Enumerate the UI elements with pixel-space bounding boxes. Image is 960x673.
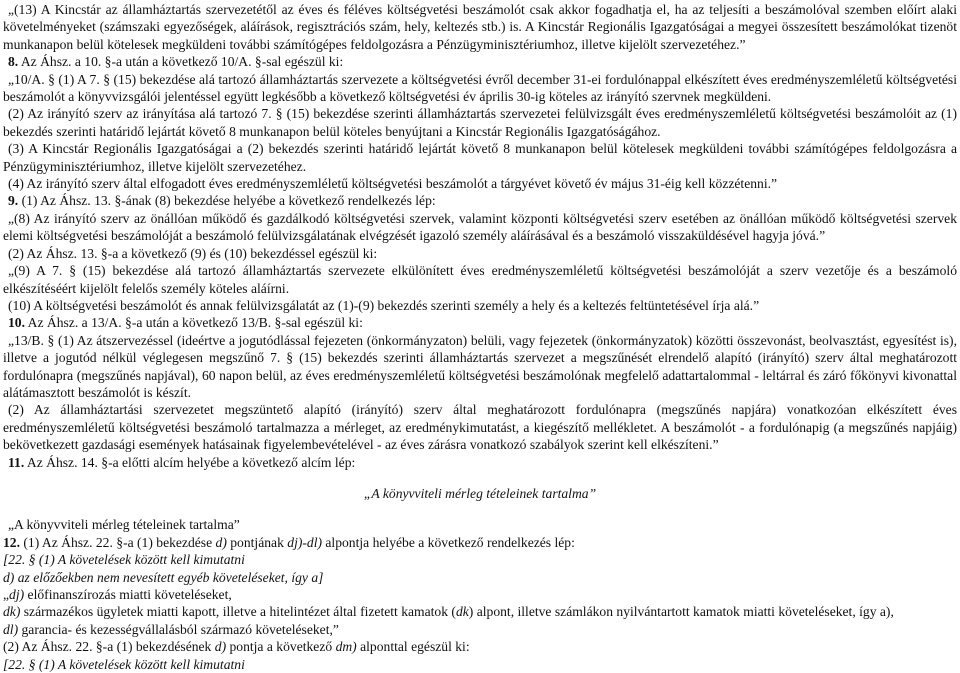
spacer <box>3 471 957 485</box>
section-12-2: dl) garancia- és kezességvállalásból származó követeléseket,” <box>3 621 339 637</box>
section-8-heading: 8. Az Áhsz. a 10. §-a után a következő 10/A. §-sal egészül ki: <box>8 54 344 70</box>
paragraph-10a-1: „10/A. § (1) A 7. § (15) bekezdése alá tartozó államháztartás szervezete a költségvetési évről december 31-ei fordulónappal elkészített éves eredményszemléletű költségvetési beszámolót a könyvvizsgálói jelentéssel együtt legkésőbb a következő költségvetési év április 30-ig köteles az irányító szervnek megküldeni. <box>3 71 957 105</box>
section-12-heading: „A könyvviteli mérleg tételeinek tartalma” <box>8 517 240 533</box>
quote-22-1-d-b: [22. § (1) A követelések között kell kimutatni <box>3 656 245 672</box>
paragraph-13b-1: „13/B. § (1) Az átszervezéssel (ideértve a jogutódlással fejezeten (önkormányzaton) belüli, vagy fejezetek (önkormányzatok) közötti összevonást, beolvasztást, egyesítést is), illetve a jogutód nélkül véglegesen megszűnő 7. § (15) bekezdés szerinti államháztartás szervezet a megszűnését elrendelő alapító (irányító) szerv által meghatározott fordulónapra (megszűnés napjával), 60 napon belül, az éves eredményszemléletű költségvetési beszámolónak megfelelő adattartalommal - leltárral és záró főkönyvi kivonattal alátámasztott beszámolót is készít. <box>3 332 957 400</box>
paragraph-13b-2: (2) Az államháztartási szervezetet megszüntető alapító (irányító) szerv által meghatározott fordulónapra (megszűnés napjára) vonatkozóan elkészített éves eredményszemléletű költségvetési beszámoló tartalmazza a mérleget, az eredménykimutatást, a kiegészítő mellékletet. A beszámolót - a fordulónapig (a megszűnés napjáig) bekövetkezett gazdasági események hatásainak figyelembevételével - az éves zárásra vonatkozó szabályok szerint kell elkészíteni.” <box>3 402 957 453</box>
section-9-heading: 9. (1) Az Áhsz. 13. §-ának (8) bekezdése helyébe a következő rendelkezés lép: <box>8 193 436 209</box>
quote-22-1-d-a: [22. § (1) A követelések között kell kimutatni <box>3 552 245 568</box>
paragraph-10a-2: (2) Az irányító szerv az irányítása alá tartozó 7. § (15) bekezdése szerinti államháztartás szervezetei felülvizsgált éves eredményszemléletű költségvetési beszámolóit az (1) bekezdés szerinti határidő lejártát követő 8 munkanapon belül köteles benyújtani a Kincstár Regionális Igazgatóságához. <box>3 106 957 139</box>
paragraph-13-10: (10) A költségvetési beszámolót és annak felülvizsgálatát az (1)-(9) bekezdés szerinti személy a hely és a keltezés feltüntetésével írja alá.” <box>8 297 760 313</box>
paragraph-13-8: „(8) Az irányító szerv az önállóan működő és gazdálkodó költségvetési szervek, valamint központi költségvetési szerv esetében az önállóan működő költségvetési szervek elemi költségvetési beszámolóját a beszámoló felülvizsgálatának elvégzését igazoló személy aláírásával és a beszámoló visszaküldésével hagyja jóvá.” <box>3 210 957 244</box>
paragraph-13-kincstar: „(13) A Kincstár az államháztartás szervezetétől az éves és féléves költségvetési beszámolót csak akkor fogadhatja el, ha az teljesíti a beszámolóval szemben előírt alaki követelményeket (számszaki egyezőségek, aláírások, regisztrációs szám, hely, keltezés stb.) is. A Kincstár Regionális Igazgatóságai a megyei összesített beszámolókat tizenöt munkanapon belül kötelesek megküldeni további számítógépes feldolgozásra a Pénzügyminisztériumhoz, illetve kijelölt szervezetéhez.” <box>3 2 957 52</box>
section-11-heading: 11. Az Áhsz. 14. §-a előtti alcím helyébe a következő alcím lép: <box>8 454 356 470</box>
subtitle-konyvviteli-merleg: „A könyvviteli mérleg tételeinek tartalma” <box>363 485 597 501</box>
quote-22-1-a: 12. (1) Az Áhsz. 22. §-a (1) bekezdése d) pontjának dj)-dl) alpontja helyébe a következő rendelkezés lép: <box>3 534 575 550</box>
item-dl: dk) származékos ügyletek miatti kapott, illetve a hitelintézet által fizetett kamatok (dk) alpont, illetve számlákon nyilvántartott kamatok miatti követeléseket, így a), <box>3 604 894 620</box>
item-dj: d) az előzőekben nem nevesített egyéb követeléseket, így a] <box>3 569 324 585</box>
section-9-2: (2) Az Áhsz. 13. §-a a következő (9) és (10) bekezdéssel egészül ki: <box>8 245 378 261</box>
spacer <box>3 502 957 516</box>
paragraph-10a-3: (3) A Kincstár Regionális Igazgatóságai a (2) bekezdés szerinti határidő lejártát követő 8 munkanapon belül kötelesek megküldeni további számítógépes feldolgozásra a Pénzügyminisztériumhoz, illetve kijelölt szervezetéhez. <box>3 141 957 174</box>
paragraph-13-9: „(9) A 7. § (15) bekezdése alá tartozó államháztartás szervezete elkülönített éves eredményszemléletű költségvetési beszámolóját a szerv vezetője és a beszámoló elkészítéséért kijelölt felelős személy köteles aláírni. <box>3 263 957 296</box>
paragraph-10a-4: (4) Az irányító szerv által elfogadott éves eredményszemléletű költségvetési beszámolót a tárgyévet követő év május 31-éig kell közzétenni.” <box>8 176 778 192</box>
item-dk: „dj) előfinanszírozás miatti követeléseket, <box>3 587 232 602</box>
quote-22-1-b: (2) Az Áhsz. 22. §-a (1) bekezdésének d) pontja a következő dm) alponttal egészül ki: <box>3 639 470 655</box>
section-10-heading: 10. Az Áhsz. a 13/A. §-a után a következő 13/B. §-sal egészül ki: <box>8 315 363 331</box>
